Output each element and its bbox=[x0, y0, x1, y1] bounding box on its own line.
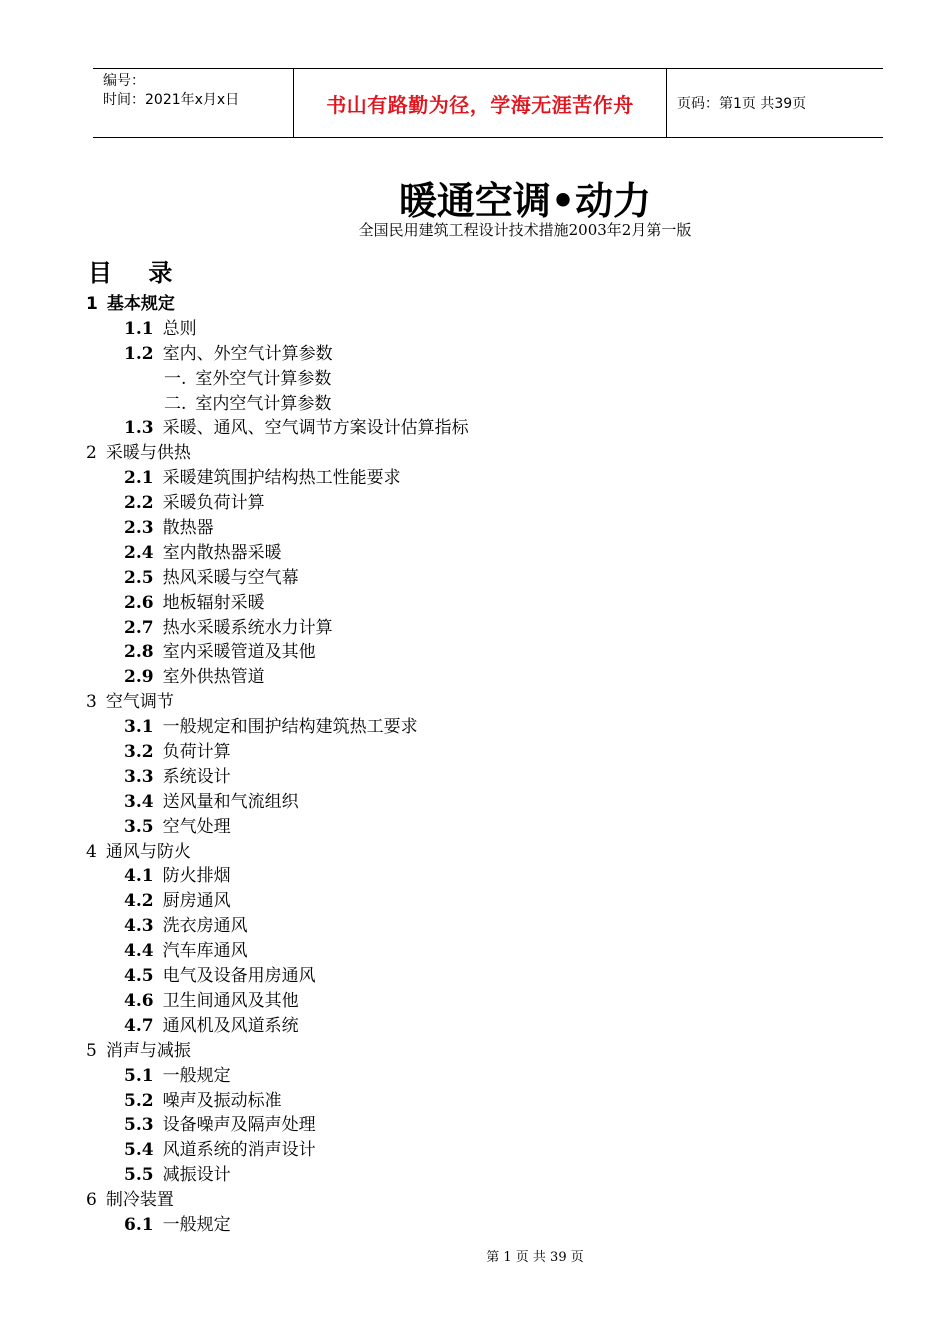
toc-entry[interactable] bbox=[86, 491, 786, 516]
toc-entry[interactable] bbox=[86, 1163, 786, 1188]
toc-entry[interactable] bbox=[86, 1113, 786, 1138]
toc-entry-title: 基本规定 bbox=[106, 294, 175, 314]
toc-entry-title: 制冷装置 bbox=[105, 1190, 174, 1211]
toc-entry-number: 4.4 bbox=[124, 941, 154, 962]
toc-entry[interactable] bbox=[86, 591, 786, 616]
toc-entry-number: 5.2 bbox=[124, 1090, 154, 1111]
toc-entry-title: 送风量和气流组织 bbox=[162, 791, 299, 812]
toc-entry[interactable] bbox=[86, 441, 786, 466]
toc-entry[interactable] bbox=[86, 914, 786, 939]
toc-entry[interactable] bbox=[86, 765, 786, 790]
toc-entry-title: 通风与防火 bbox=[105, 841, 191, 862]
toc-entry[interactable] bbox=[86, 566, 786, 591]
document-title: 暖通空调•动力 bbox=[398, 179, 652, 223]
toc-entry-title: 热水采暖系统水力计算 bbox=[162, 617, 333, 638]
toc-entry-number: 3.1 bbox=[124, 717, 154, 738]
toc-entry-title: 通风机及风道系统 bbox=[162, 1015, 299, 1036]
toc-entry-number: 4.7 bbox=[124, 1015, 154, 1036]
toc-entry-title: 热风采暖与空气幕 bbox=[162, 567, 299, 588]
toc-entry[interactable] bbox=[86, 964, 786, 989]
toc-entry-number: 2.1 bbox=[124, 468, 154, 489]
toc-heading: 目 录 bbox=[88, 259, 187, 287]
toc-entry-title: 空气调节 bbox=[105, 692, 174, 713]
toc-entry-title: 电气及设备用房通风 bbox=[162, 966, 316, 987]
toc-entry[interactable] bbox=[86, 1014, 786, 1039]
toc-entry-number: 5.1 bbox=[124, 1065, 154, 1086]
toc-entry[interactable] bbox=[86, 1089, 786, 1114]
toc-entry-number: 2.2 bbox=[124, 493, 154, 514]
toc-entry-number: 3.4 bbox=[124, 791, 154, 812]
toc-entry[interactable] bbox=[86, 416, 786, 441]
toc-entry[interactable] bbox=[86, 889, 786, 914]
toc-entry-title: 洗衣房通风 bbox=[162, 916, 248, 937]
toc-entry-title: 一般规定 bbox=[162, 1214, 231, 1235]
toc-entry-title: 采暖与供热 bbox=[105, 443, 191, 464]
toc-entry-number: 3.3 bbox=[124, 766, 154, 787]
toc-entry-title: 空气处理 bbox=[162, 816, 231, 837]
toc-entry-title: 汽车库通风 bbox=[162, 941, 248, 962]
toc-entry-title: 防火排烟 bbox=[162, 866, 231, 887]
toc-entry-number: 2.8 bbox=[124, 642, 154, 663]
toc-entry[interactable] bbox=[86, 292, 786, 317]
toc-entry[interactable] bbox=[86, 1188, 786, 1213]
toc-entry-title: 室内空气计算参数 bbox=[195, 393, 332, 414]
toc-entry-title: 厨房通风 bbox=[162, 891, 231, 912]
toc-entry[interactable] bbox=[86, 864, 786, 889]
toc-entry-number: 二. bbox=[164, 393, 187, 414]
page-header bbox=[93, 68, 883, 138]
toc-entry-number: 5.5 bbox=[124, 1165, 154, 1186]
table-of-contents bbox=[86, 292, 786, 1238]
toc-entry[interactable] bbox=[86, 840, 786, 865]
toc-entry[interactable] bbox=[86, 367, 786, 392]
toc-entry[interactable] bbox=[86, 740, 786, 765]
toc-entry-number: 3.2 bbox=[124, 742, 154, 763]
toc-entry-number: 2.7 bbox=[124, 617, 154, 638]
toc-entry-title: 室外空气计算参数 bbox=[195, 368, 332, 389]
toc-entry[interactable] bbox=[86, 939, 786, 964]
page-footer: 第 1 页 共 39 页 bbox=[486, 1250, 584, 1265]
toc-entry-title: 系统设计 bbox=[162, 766, 231, 787]
toc-entry[interactable] bbox=[86, 790, 786, 815]
toc-entry-title: 负荷计算 bbox=[162, 742, 231, 763]
toc-entry-title: 减振设计 bbox=[162, 1165, 231, 1186]
toc-entry[interactable] bbox=[86, 640, 786, 665]
toc-entry-number: 2.6 bbox=[124, 592, 154, 613]
toc-entry-number: 1.2 bbox=[124, 343, 154, 364]
toc-entry-title: 室外供热管道 bbox=[162, 667, 265, 688]
toc-entry-title: 设备噪声及隔声处理 bbox=[162, 1115, 316, 1136]
toc-entry-title: 地板辐射采暖 bbox=[162, 592, 265, 613]
toc-entry-number: 2 bbox=[86, 443, 97, 464]
toc-entry-number: 2.4 bbox=[124, 542, 154, 563]
toc-entry-title: 卫生间通风及其他 bbox=[162, 990, 299, 1011]
toc-entry-number: 4.5 bbox=[124, 966, 154, 987]
motto: 书山有路勤为径，学海无涯苦作舟 bbox=[294, 69, 667, 137]
toc-entry-number: 6 bbox=[86, 1190, 97, 1211]
toc-entry-title: 采暖负荷计算 bbox=[162, 493, 265, 514]
page-number-label: 页码：第1页 共39页 bbox=[677, 96, 807, 112]
time-label: 时间：2021年x月x日 bbox=[103, 92, 240, 108]
toc-entry[interactable] bbox=[86, 317, 786, 342]
toc-entry-title: 风道系统的消声设计 bbox=[162, 1140, 316, 1161]
toc-entry-number: 2.3 bbox=[124, 518, 154, 539]
toc-entry-title: 室内、外空气计算参数 bbox=[162, 343, 333, 364]
toc-entry-number: 3 bbox=[86, 692, 97, 713]
toc-entry[interactable] bbox=[86, 1039, 786, 1064]
toc-entry[interactable] bbox=[86, 516, 786, 541]
toc-entry[interactable] bbox=[86, 690, 786, 715]
toc-entry-number: 4 bbox=[86, 841, 97, 862]
toc-entry-number: 4.6 bbox=[124, 990, 154, 1011]
toc-entry-title: 采暖建筑围护结构热工性能要求 bbox=[162, 468, 401, 489]
toc-entry[interactable] bbox=[86, 392, 786, 417]
toc-entry-number: 5 bbox=[86, 1040, 97, 1061]
toc-entry-title: 总则 bbox=[162, 318, 197, 339]
toc-entry-number: 5.4 bbox=[124, 1140, 154, 1161]
toc-entry-number: 2.5 bbox=[124, 567, 154, 588]
toc-entry-title: 室内散热器采暖 bbox=[162, 542, 282, 563]
toc-entry-title: 室内采暖管道及其他 bbox=[162, 642, 316, 663]
toc-entry[interactable] bbox=[86, 1064, 786, 1089]
toc-entry-number: 1.3 bbox=[124, 418, 154, 439]
toc-entry[interactable] bbox=[86, 342, 786, 367]
toc-entry-title: 采暖、通风、空气调节方案设计估算指标 bbox=[162, 418, 469, 439]
toc-entry-number: 1.1 bbox=[124, 318, 154, 339]
toc-entry-title: 散热器 bbox=[162, 518, 214, 539]
toc-entry[interactable] bbox=[86, 815, 786, 840]
toc-entry-number: 4.2 bbox=[124, 891, 154, 912]
toc-entry-title: 消声与减振 bbox=[105, 1040, 191, 1061]
toc-entry[interactable] bbox=[86, 1213, 786, 1238]
toc-entry[interactable] bbox=[86, 715, 786, 740]
toc-entry-number: 4.1 bbox=[124, 866, 154, 887]
document-subtitle: 全国民用建筑工程设计技术措施2003年2月第一版 bbox=[358, 221, 692, 239]
toc-entry-number: 5.3 bbox=[124, 1115, 154, 1136]
toc-entry[interactable] bbox=[86, 466, 786, 491]
header-info-cell bbox=[93, 69, 294, 137]
toc-entry[interactable] bbox=[86, 665, 786, 690]
toc-entry-number: 一. bbox=[164, 368, 187, 389]
toc-entry-number: 1 bbox=[86, 294, 98, 314]
toc-entry[interactable] bbox=[86, 1138, 786, 1163]
toc-entry[interactable] bbox=[86, 541, 786, 566]
toc-entry[interactable] bbox=[86, 989, 786, 1014]
toc-entry-title: 一般规定 bbox=[162, 1065, 231, 1086]
toc-entry-number: 3.5 bbox=[124, 816, 154, 837]
toc-entry-title: 一般规定和围护结构建筑热工要求 bbox=[162, 717, 418, 738]
toc-entry[interactable] bbox=[86, 616, 786, 641]
toc-entry-number: 4.3 bbox=[124, 916, 154, 937]
toc-entry-number: 6.1 bbox=[124, 1214, 154, 1235]
toc-entry-number: 2.9 bbox=[124, 667, 154, 688]
toc-entry-title: 噪声及振动标准 bbox=[162, 1090, 282, 1111]
number-label: 编号： bbox=[103, 73, 145, 89]
